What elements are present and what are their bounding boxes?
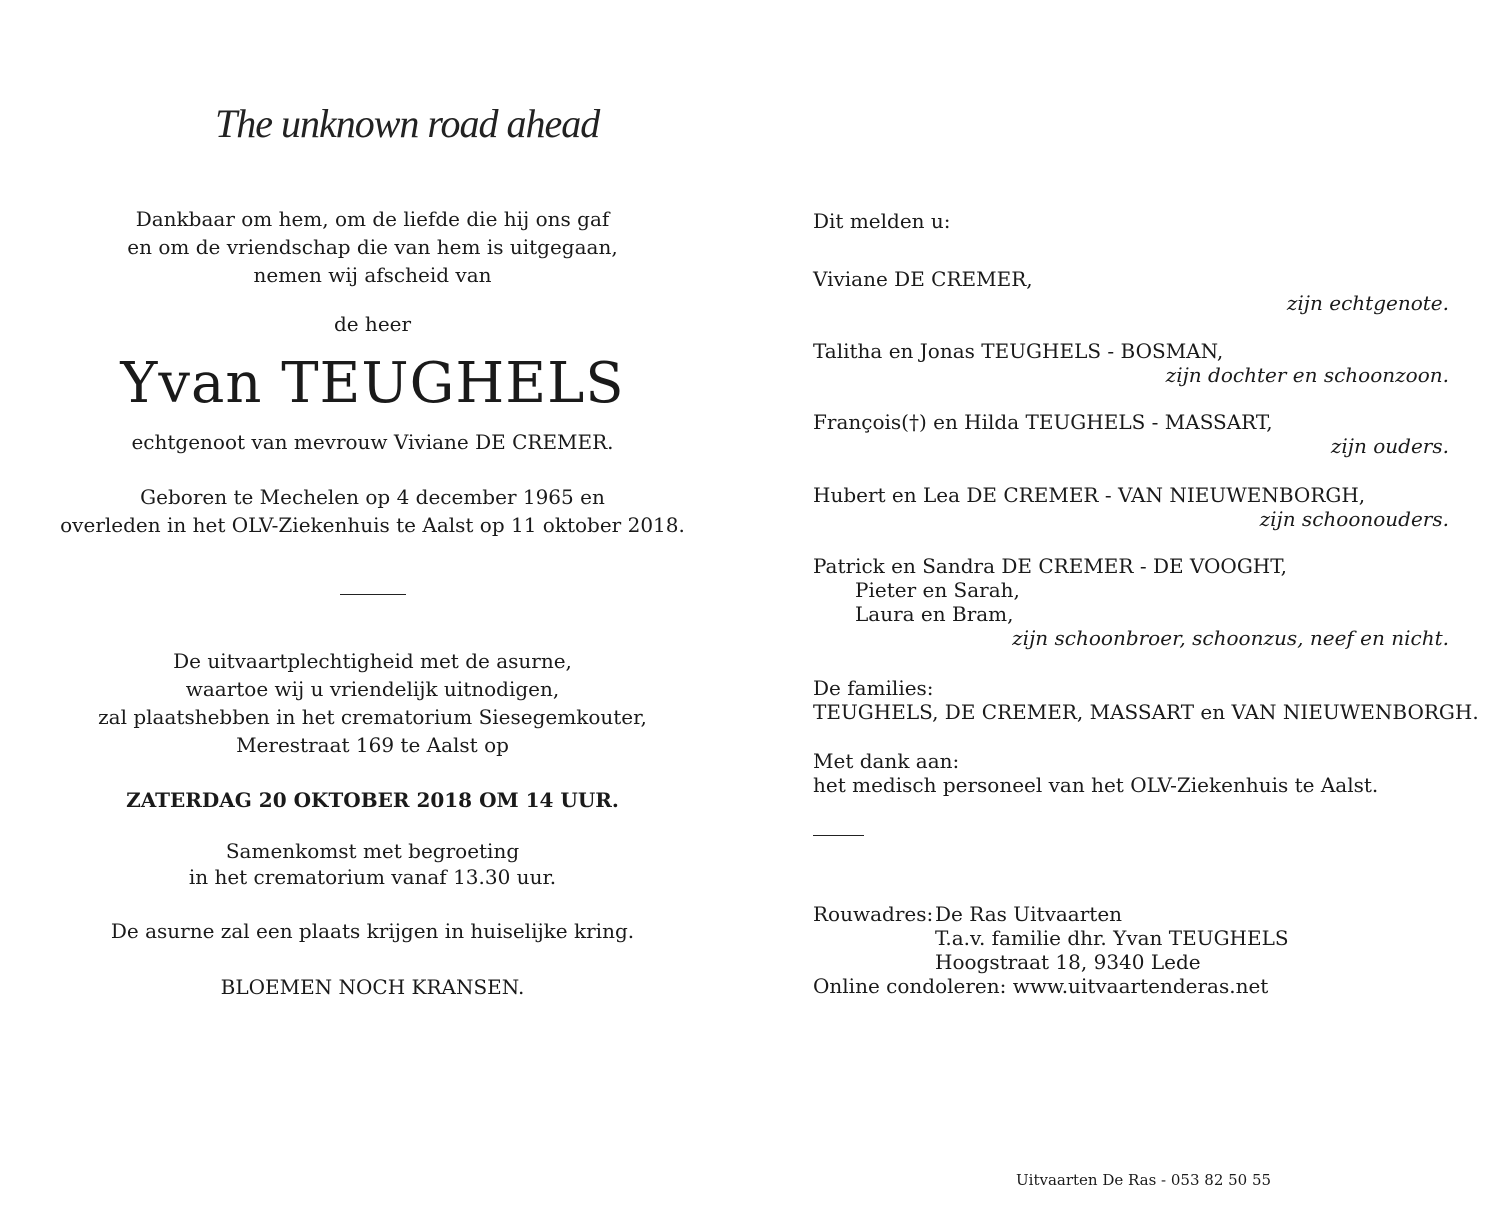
family-names: Talitha en Jonas TEUGHELS - BOSMAN, [813,339,1224,363]
family-names: Pieter en Sarah, [855,578,1020,602]
family-relation: zijn dochter en schoonzoon. [1165,363,1449,387]
intro-line: en om de vriendschap die van hem is uitgegaan, [127,235,618,259]
online-label: Online condoleren: [813,974,1007,998]
gathering-line: in het crematorium vanaf 13.30 uur. [188,865,557,889]
ceremony-line: De uitvaartplechtigheid met de asurne, [173,649,572,673]
flowers-line: BLOEMEN NOCH KRANSEN. [220,975,525,999]
intro-line: nemen wij afscheid van [253,263,492,287]
families-block [813,676,1479,724]
thanks-label: Met dank aan: [813,749,960,773]
intro-block [40,205,705,289]
urn-line: De asurne zal een plaats krijgen in huiselijke kring. [110,919,635,943]
thanks-block [813,749,1449,797]
family-names: François(†) en Hilda TEUGHELS - MASSART, [813,410,1273,434]
gathering-line: Samenkomst met begroeting [225,839,520,863]
family-relation: zijn schoonbroer, schoonzus, neef en nicht. [1012,626,1449,650]
gathering-block [40,838,705,890]
family-names: Patrick en Sandra DE CREMER - DE VOOGHT, [813,554,1287,578]
birth-death-block [40,483,705,539]
announce-line: Dit melden u: [813,209,951,233]
address-label: Rouwadres: [813,902,934,926]
ceremony-block [40,647,705,759]
honorific: de heer [333,312,412,336]
thanks-text: het medisch personeel van het OLV-Ziekenhuis te Aalst. [813,773,1379,797]
footer-text: Uitvaarten De Ras - 053 82 50 55 [1016,1171,1272,1189]
death-line: overleden in het OLV-Ziekenhuis te Aalst op 11 oktober 2018. [60,513,685,537]
family-entry [813,267,1449,315]
family-relation: zijn schoonouders. [1259,507,1449,531]
ceremony-line: waartoe wij u vriendelijk uitnodigen, [185,677,560,701]
online-url-link[interactable]: www.uitvaartenderas.net [1012,974,1269,998]
family-relation: zijn echtgenote. [1286,291,1449,315]
intro-line: Dankbaar om hem, om de liefde die hij ons gaf [135,207,610,231]
address-line: Hoogstraat 18, 9340 Lede [935,950,1201,974]
address-row [813,902,1449,926]
deceased-name: Yvan TEUGHELS [120,351,625,416]
address-line: De Ras Uitvaarten [935,902,1123,926]
divider [813,835,864,836]
motto: The unknown road ahead [215,101,600,146]
divider [340,594,406,595]
ceremony-line: zal plaatshebben in het crematorium Siesegemkouter, [98,705,647,729]
family-names: Laura en Bram, [855,602,1014,626]
family-names: Hubert en Lea DE CREMER - VAN NIEUWENBORGH, [813,483,1366,507]
family-entry [813,339,1449,387]
address-line: T.a.v. familie dhr. Yvan TEUGHELS [935,926,1289,950]
family-names: Viviane DE CREMER, [813,267,1033,291]
ceremony-date: ZATERDAG 20 OKTOBER 2018 OM 14 UUR. [126,788,619,812]
address-block [813,902,1449,998]
family-entry [813,410,1449,458]
online-row [813,974,1449,998]
family-entry [813,554,1449,650]
family-relation: zijn ouders. [1330,434,1449,458]
spouse-line: echtgenoot van mevrouw Viviane DE CREMER. [131,430,614,454]
families-label: De families: [813,676,934,700]
birth-line: Geboren te Mechelen op 4 december 1965 en [140,485,605,509]
ceremony-line: Merestraat 169 te Aalst op [236,733,509,757]
family-entry [813,483,1449,531]
families-list: TEUGHELS, DE CREMER, MASSART en VAN NIEUWENBORGH. [813,700,1479,724]
